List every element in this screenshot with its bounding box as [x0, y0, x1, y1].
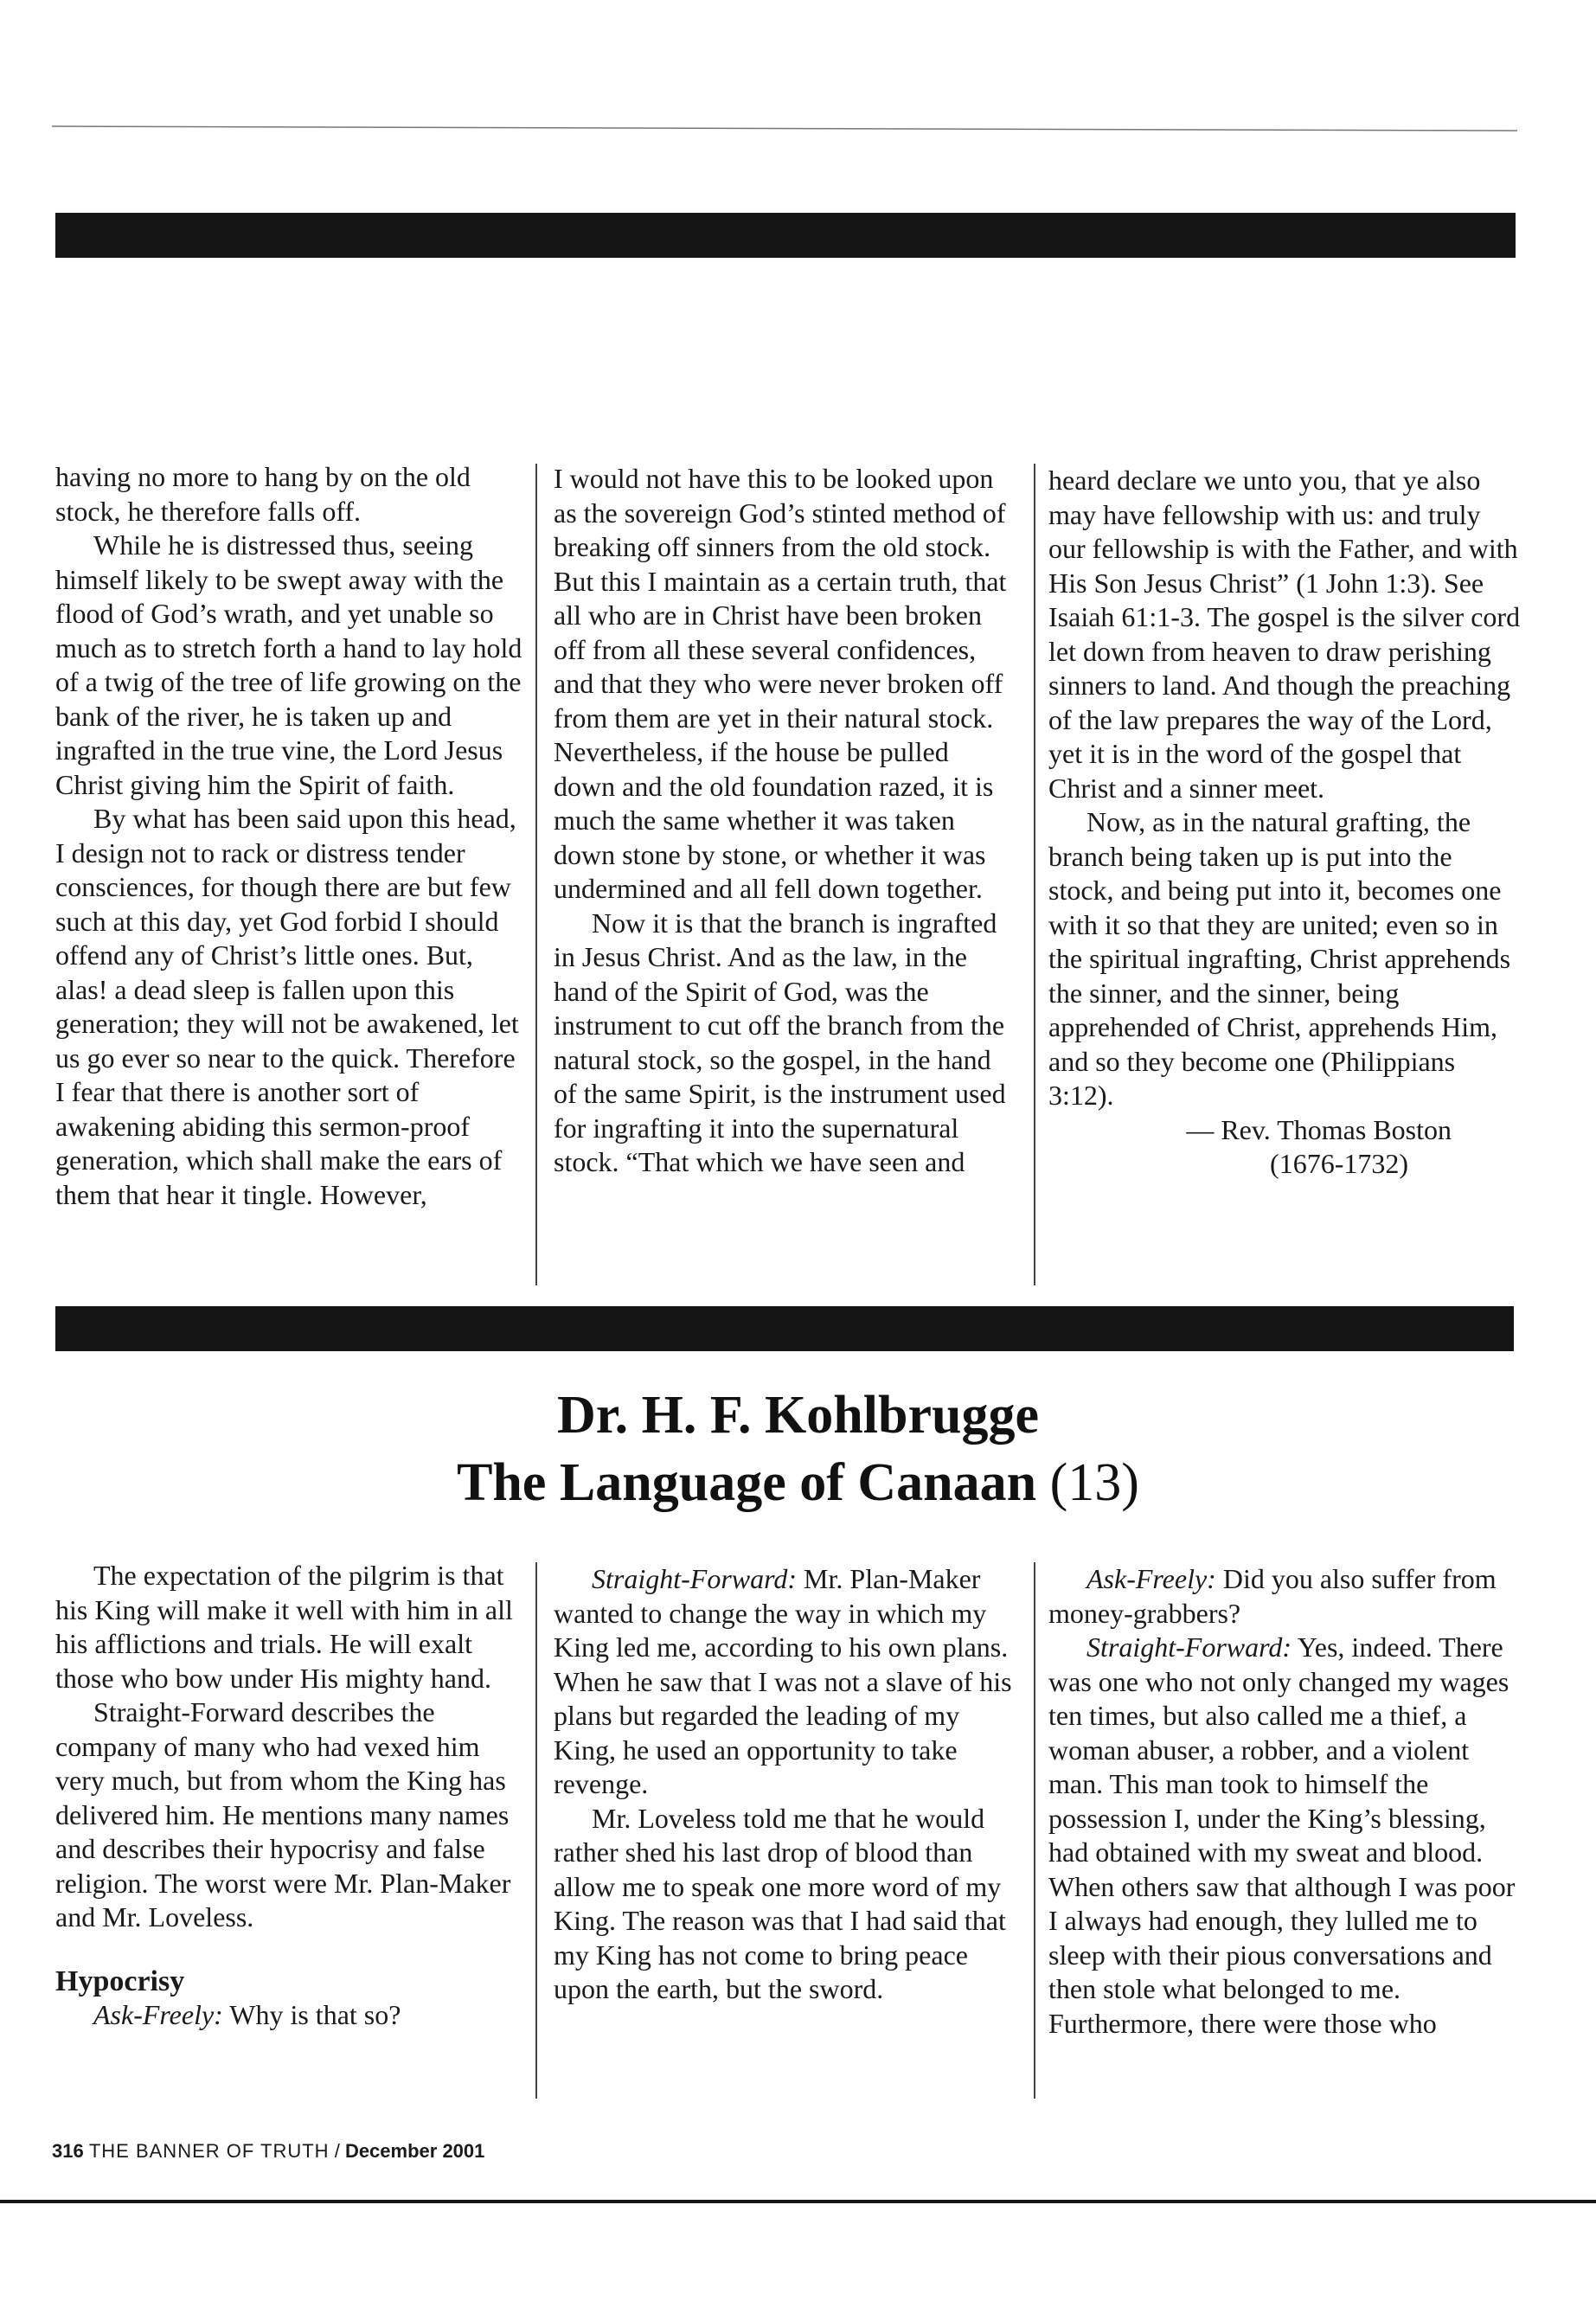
dialogue-line [55, 1998, 522, 2033]
footer-separator: / [334, 2140, 340, 2162]
paragraph: By what has been said upon this head, I design not to rack or distress tender consciences, for though there are but few such at this day, yet God forbid I should offend any of Christ’s little ones. But, alas! a dead sleep is fallen upon this generation; they will not be awakened, let us go ever so near to the quick. Therefore I fear that there is another sort of awakening abiding this sermon-proof generation, which shall make the ears of them that hear it tingle. However, [55, 803, 519, 1210]
top-black-bar [55, 213, 1516, 258]
dialogue-line [1048, 1631, 1521, 2041]
section-heading: Hypocrisy [55, 1965, 185, 1997]
author-signature: — Rev. Thomas Boston [1186, 1113, 1452, 1145]
column-divider [535, 1562, 537, 2099]
paragraph: While he is distressed thus, seeing himself likely to be swept away with the flood of God’s wrath, and yet unable so much as to stretch forth a hand to lay hold of a twig of the tree of life growing on the bank of the river, he is taken up and ingrafted in the true vine, the Lord Jesus Christ giving him the Spirit of faith. [55, 529, 522, 800]
issue-date: December 2001 [344, 2140, 485, 2162]
top-thin-rule [52, 125, 1517, 132]
paragraph: Now it is that the branch is ingrafted in Jesus Christ. And as the law, in the hand of the Spirit of God, was the instrument to cut off the branch from the natural stock, so the gospel, in the hand of the same Spirit, is the instrument used for ingrafting it into the supernatural stock. “That which we have seen and [554, 907, 1006, 1177]
speech-text: Mr. Plan-Maker wanted to change the way in which my King led me, according to his own plans. When he saw that I was not a slave of his plans but regarded the leading of my King, he used an opportunity to take revenge. [554, 1563, 1012, 1799]
speaker-name: Ask-Freely: [1086, 1563, 1216, 1594]
speech-text: Why is that so? [222, 1999, 401, 2030]
paragraph: heard declare we unto you, that ye also may have fellowship with us: and truly our fellowship is with the Father, and with His Son Jesus Christ” (1 John 1:3). See Isaiah 61:1-3. The gospel is the silver cord let down from heaven to draw perishing sinners to land. And though the preaching of the law prepares the way of the Lord, yet it is in the word of the gospel that Christ and a sinner meet. [1048, 465, 1521, 804]
upper-column-3 [1048, 464, 1521, 1182]
speaker-name: Ask-Freely: [93, 1999, 223, 2030]
upper-column-2 [554, 462, 1014, 1180]
article-title-line-1 [0, 1382, 1596, 1448]
paragraph: Mr. Loveless told me that he would rather shed his last drop of blood than allow me to speak one more word of my King. The reason was that I had said that my King has not come to bring peace upon the earth, but the sword. [554, 1802, 1006, 2004]
lower-column-3 [1048, 1562, 1521, 2041]
paragraph: The expectation of the pilgrim is that his King will make it well with him in all his afflictions and trials. He will exalt those who bow under His mighty hand. [55, 1560, 513, 1694]
title-author: Dr. H. F. Kohlbrugge [557, 1386, 1039, 1445]
speech-text: Did you also suffer from money-grabbers? [1048, 1563, 1497, 1629]
title-text: The Language of Canaan [457, 1453, 1037, 1512]
dialogue-line [554, 1562, 1014, 1802]
article-title-line-2 [0, 1450, 1596, 1516]
column-divider [1034, 464, 1035, 1285]
lower-column-1 [55, 1559, 522, 2033]
column-divider [1034, 1562, 1035, 2099]
dialogue-line [1048, 1562, 1521, 1631]
speech-text: Yes, indeed. There was one who not only changed my wages ten times, but also called me a thief, a woman abuser, a robber, and a violent man. This man took to himself the possession I, under the King’s blessing, had obtained with my sweat and blood. When others saw that although I was poor I always had enough, they lulled me to sleep with their pious conversations and then stole what belonged to me. Furthermore, there were those who [1048, 1631, 1516, 2039]
title-number: (13) [1049, 1453, 1139, 1512]
column-divider [535, 464, 537, 1285]
page-footer [52, 2140, 657, 2163]
author-dates: (1676-1732) [1270, 1148, 1408, 1179]
paragraph: I would not have this to be looked upon as the sovereign God’s stinted method of breaking off sinners from the old stock. But this I maintain as a certain truth, that all who are in Christ have been broken off from all these several confidences, and that they who were never broken off from them are yet in their natural stock. Nevertheless, if the house be pulled down and the old foundation razed, it is much the same whether it was taken down stone by stone, or whether it was undermined and all fell down together. [554, 463, 1007, 904]
paragraph: Straight-Forward describes the company of many who had vexed him very much, but from whom the King has delivered him. He mentions many names and describes their hypocrisy and false religion. The worst were Mr. Plan-Maker and Mr. Loveless. [55, 1696, 511, 1932]
paragraph: having no more to hang by on the old stock, he therefore falls off. [55, 461, 471, 527]
speaker-name: Straight-Forward: [592, 1563, 798, 1594]
bottom-rule [0, 2200, 1596, 2203]
publication-name: THE BANNER OF TRUTH [88, 2140, 330, 2162]
page-number: 316 [52, 2140, 84, 2162]
upper-column-1 [55, 460, 522, 1212]
lower-column-2 [554, 1562, 1014, 2007]
section-black-bar [55, 1306, 1514, 1351]
speaker-name: Straight-Forward: [1086, 1631, 1292, 1663]
paragraph: Now, as in the natural grafting, the branch being taken up is put into the stock, and being put into it, becomes one with it so that they are united; even so in the spiritual ingrafting, Christ apprehends the sinner, and the sinner, being apprehended of Christ, apprehends Him, and so they become one (Philippians 3:12). [1048, 806, 1511, 1111]
